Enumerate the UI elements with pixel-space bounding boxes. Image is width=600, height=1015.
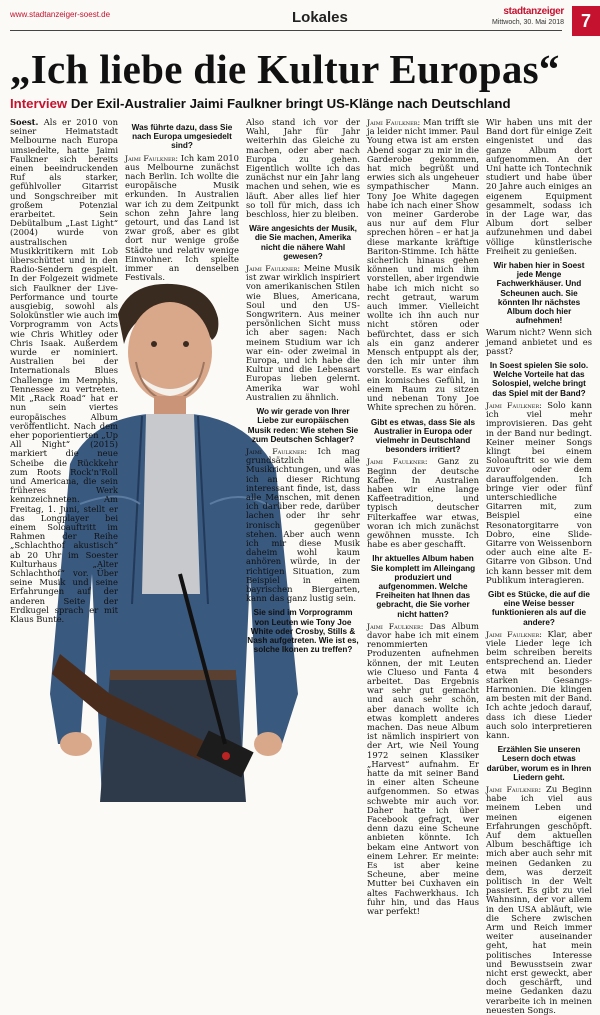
header-rule xyxy=(10,30,562,31)
article-subheadline: Der Exil-Australier Jaimi Faulkner bringt US-Klänge nach Deutschland xyxy=(70,96,511,111)
question-4: Sie sind im Vorprogramm von Leuten wie Tony Joe White oder Crosby, Stills & Nash aufgetreten. Wie ist es, solche Ikonen zu treffen? xyxy=(247,608,359,655)
answer-1-text: Ich kam 2010 aus Melbourne zunächst nach Berlin. Ich wollte die europäische Musik erkunden. In Australien war ich zu dem Zeitpunkt schon zehn Jahre lang getourt, und das Land ist zwar groß, aber es gibt dort nur wenige große Städte und relativ wenige Einwohner. Ich spielte immer an denselben Festivals. xyxy=(125,152,239,283)
answer-3-text: Ich mag grundsätzlich alle Musikrichtungen, und was ich an dieser Richtung interessant finde, ist, dass alle Menschen, mit denen ich darüber rede, darüber lachen oder ihr sehr ironisch gegenüber stehen. Aber auch wenn ich mir diese Musik daheim wohl kaum anhören würde, in der richtigen Situation, zum Beispiel in einem bayrischen Biergarten, kann das ganz lustig sein. xyxy=(246,445,360,604)
question-7: Wir haben hier in Soest jede Menge Fachwerkhäuser. Und Scheunen auch. Sie könnten Ihr nächstes Album doch hier aufnehmen! xyxy=(493,261,585,326)
article-kicker: Interview xyxy=(10,96,68,111)
article-subheadline-line xyxy=(10,96,595,111)
answer-1-cont: Also stand ich vor der Wahl, Jahr für Jahr weiterhin das Gleiche zu machen, oder aber nach Europa zu gehen. Eigentlich wollte ich das zunächst nur ein Jahr lang machen und sehen, wie es läuft. Aber alles lief hier so toll für mich, dass ich beschloss, hier zu bleiben. xyxy=(246,117,360,220)
answer-6 xyxy=(367,622,479,917)
answer-1 xyxy=(125,154,239,283)
section-title: Lokales xyxy=(292,9,348,26)
paper-name: stadtanzeiger xyxy=(503,6,564,17)
issue-date: Mittwoch, 30. Mai 2018 xyxy=(492,19,564,26)
answer-4-text: Man trifft sie ja leider nicht immer. Paul Young etwa ist am ersten Abend sogar zu mir in die Garderobe gekommen, hat mich begrüßt und erwies sich als ungeheuer sympathischer Mann. Tony Joe White dagegen habe ich nach einer Show von meiner Garderobe aus nur auf dem Flur sprechen hören – er hat ja diese markante kräftige Bariton-Stimme. Ich hätte sicherlich hinaus gehen können und mich ihm vorstellen, aber irgendwie habe ich mich nicht so recht getraut, warum auch immer. Vielleicht wollte ich ihn auch nur nicht stören oder befürchtet, dass er sich als ein ganz anderer Mensch entpuppt als der, den ich mir unter ihm vorstelle. Es war einfach ein komisches Gefühl, in einem Raum zu sitzen und nebenan Tony Joe White sprechen zu hören. xyxy=(367,117,479,413)
speaker-label: Jaimi Faulkner: xyxy=(246,446,307,456)
speaker-label: Jaimi Faulkner: xyxy=(486,400,542,410)
speaker-label: Jaimi Faulkner: xyxy=(486,629,542,639)
answer-7: Warum nicht? Wenn sich jemand anbietet und es passt? xyxy=(486,327,592,356)
question-5: Gibt es etwas, dass Sie als Australier in Europa oder vielmehr in Deutschland besonders irritiert? xyxy=(370,417,476,455)
answer-10 xyxy=(486,785,592,1015)
article-column-3 xyxy=(246,118,360,798)
article-column-1 xyxy=(10,118,118,638)
answer-8-text: Solo kann ich viel mehr improvisieren. Das geht in der Band nur bedingt. Keiner meiner Songs klingt bei einem Soloauftritt so wie dem zuvor oder dem darauffolgenden. Ich bringe vier oder fünf unterschiedliche Gitarren mit, zum Beispiel eine Resonatorgitarre von Dobro, eine Slide-Gitarre von Weissenborn oder auch eine alte E-Gitarre von Gibson. Und ich kann besser mit dem Publikum interagieren. xyxy=(486,399,592,585)
question-1: Was führte dazu, dass Sie nach Europa umgesiedelt sind? xyxy=(131,123,233,151)
answer-2 xyxy=(246,264,360,402)
answer-10-text: Zu Beginn habe ich viel aus meinem Leben und meinen eigenen Erfahrungen geschöpft. Auf dem aktuellen Album beschäftige ich mich aber auch sehr mit meinen Gedanken zu dem, was derzeit politisch in der Welt passiert. Es gibt zu viel Wahnsinn, der vor allem in den USA abläuft, wie die Schere zwischen Arm und Reich immer weiter auseinander geht, hat mein politisches Interesse und Bewusstsein zwar nicht erst geweckt, aber doch geschärft, und meine Gedanken dazu verarbeite ich in meinen neuesten Songs. xyxy=(486,784,592,1015)
page-header xyxy=(10,6,590,36)
site-url[interactable]: www.stadtanzeiger-soest.de xyxy=(10,10,111,19)
article-headline: „Ich liebe die Kultur Europas“ xyxy=(10,46,560,92)
answer-9-text: Klar, aber viele Lieder lege ich beim schreiben bereits entsprechend an. Lieder etwa mit besonders starken Gesangs-Harmonien. Die klingen am besten mit der Band. Ich achte jedoch darauf, dass ich diese Lieder auch solo interpretieren kann. xyxy=(486,628,592,740)
answer-5 xyxy=(367,457,479,549)
speaker-label: Jaimi Faulkner: xyxy=(125,153,179,163)
answer-6-text: Das Album davor habe ich mit einem renommierten Produzenten aufnehmen können, der mit Leuten wie Clueso und Fanta 4 arbeitet. Das Ergebnis war sehr gut gemacht und auch sehr schön, aber danach wollte ich etwas komplett anderes machen. Das neue Album ist nämlich inspiriert von der Art, wie Neil Young 1972 seinen Klassiker „Harvest“ aufnahm. Er hatte da mit seiner Band in einer alten Scheune aufgenommen. So etwas schwebte mir auch vor. Daher hatte ich über Facebook gefragt, wer denn dazu eine Scheune anbieten könnte. Ich bekam eine Antwort von einem Lehrer. Er meinte: Es ist aber keine Scheune, aber meine Mutter bei Cuxhaven ein altes Fachwerkhaus. Ich fuhr hin, und das Haus war perfekt! xyxy=(367,620,479,917)
answer-4 xyxy=(367,118,479,413)
question-6: Ihr aktuelles Album haben Sie komplett im Alleingang produziert und aufgenommen. Welche Freiheiten hat Ihnen das gebracht, die Sie vorher nicht hatten? xyxy=(370,554,476,619)
article-column-4 xyxy=(367,117,479,917)
dateline: Soest. xyxy=(10,117,39,127)
answer-9 xyxy=(486,630,592,740)
speaker-label: Jaimi Faulkner: xyxy=(246,264,301,274)
answer-3 xyxy=(246,447,360,603)
article-column-2 xyxy=(125,118,239,322)
answer-8 xyxy=(486,401,592,585)
question-9: Gibt es Stücke, die auf die eine Weise besser funktionieren als auf die andere? xyxy=(488,589,590,627)
intro-text: Als er 2010 von seiner Heimatstadt Melbourne nach Europa umsiedelte, hatte Jaimi Faulkner sich bereits einen beeindruckenden Ruf als starker, gefühlvoller Gitarrist und Songschreiber mit großem Potenzial erarbeitet. Sein Debütalbum „Last Light“ (2004) wurde von australischen Musikkritikern mit Lob überschüttet und in den Radio-Sendern gespielt. In der Folgezeit widmete sich Faulkner der Live-Performance und tourte ausgiebig, sowohl als Solokünstler wie auch im Vorprogramm von Acts wie Chris Whitley oder Chris Isaak. Außerdem wurde er nominiert. Australien bei der Internationals Blues Challenge im Memphis, Tennessee zu vertreten. Mit „Rack Road“ hat er nun sein viertes europäisches Album veröffentlicht. Nach dem eher poporientierten „Up All Night“ (2015) markiert die neue Scheibe die Rückkehr zum Roots Rock'n'Roll und Americana, die sein früheres Werk kennzeichneten. Am Freitag, 1. Juni, stellt er das Longplayer bei einem Soloauftritt im Rahmen der Reihe „Schlachthof akustisch“ ab 20 Uhr im Soester Kulturhaus „Alter Schlachthof“ vor. Über seine Musik und seine Erfahrungen auf der anderen Seite der Erdkugel sprach er mit Klaus Bunte. xyxy=(10,117,118,624)
answer-2-text: Meine Musik ist zwar wirklich inspiriert von amerikanischen Stilen wie Blues, Americana, Soul und den US-Songwritern. Aus meiner persönlichen Sicht muss ich aber sagen: Nach meinem Studium war ich war ein- oder zweimal in Europa, und ich habe die Kultur und die Lebensart Europas lieben gelernt. Amerika war wohl Australien zu ähnlich. xyxy=(246,263,361,402)
speaker-label: Jaimi Faulkner: xyxy=(367,118,421,127)
question-3: Wo wir gerade von Ihrer Liebe zur europäischen Musik reden: Wie stehen Sie zum Deutschen Schlager? xyxy=(247,407,359,444)
question-2: Wäre angesichts der Musik, die Sie machen, Amerika nicht die nähere Wahl gewesen? xyxy=(249,224,357,261)
speaker-label: Jaimi Faulkner: xyxy=(486,785,542,795)
answer-6-cont: Wir haben uns mit der Band dort für einige Zeit eingenistet und das ganze Album dort aufgenommen. An der Uni hatte ich Tontechnik studiert und habe über 20 Jahre auch einiges an eigenem Equipment gesammelt, sodass ich in der Lage war, das Album dort selber aufzunehmen und dabei völlige künstlerische Freiheit zu genießen. xyxy=(486,117,592,256)
question-8: In Soest spielen Sie solo. Welche Vorteile hat das Solospiel, welche bringt das Spiel mit der Band? xyxy=(489,361,589,398)
answer-5-text: Ganz zu Beginn der deutsche Kaffee. In Australien haben wir eine lange Kaffeetradition, und typisch deutscher Filterkaffee war etwas, woran ich mich zunächst gewöhnen musste. Ich habe es aber geschafft. xyxy=(367,456,479,550)
speaker-label: Jaimi Faulkner: xyxy=(367,457,428,467)
paper-masthead xyxy=(484,6,564,26)
speaker-label: Jaimi Faulkner: xyxy=(367,621,424,631)
question-10: Erzählen Sie unseren Lesern doch etwas darüber, worum es in Ihren Liedern geht. xyxy=(486,745,592,782)
article-column-5 xyxy=(486,117,592,1015)
intro-paragraph xyxy=(10,118,118,624)
page-number: 7 xyxy=(572,6,600,36)
